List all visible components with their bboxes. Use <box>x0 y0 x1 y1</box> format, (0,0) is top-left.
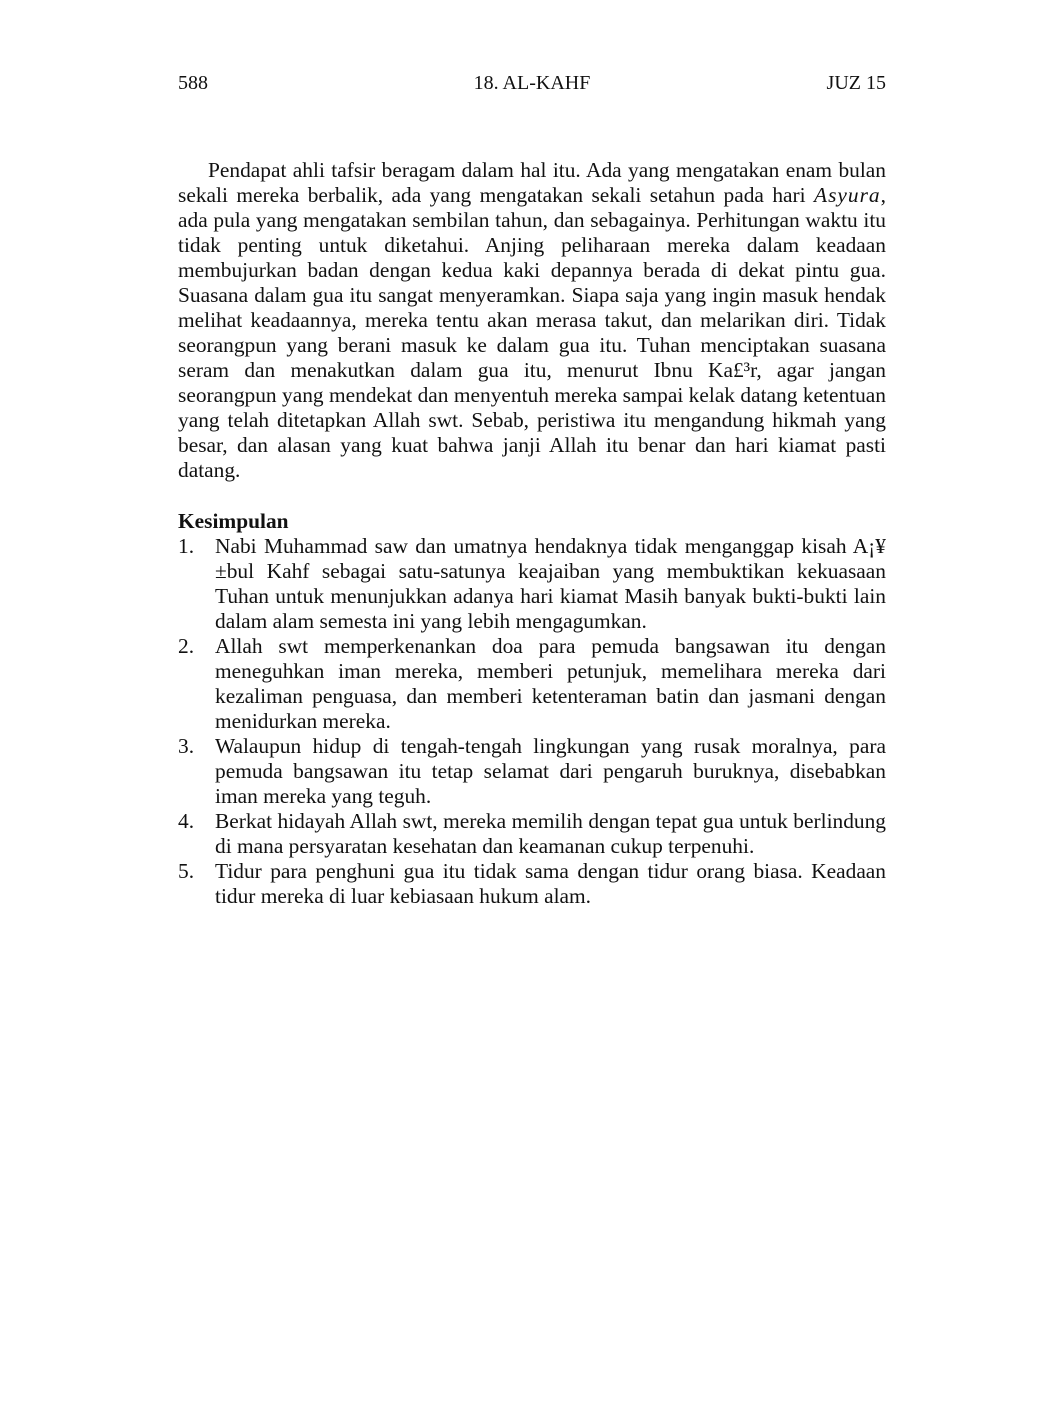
list-item <box>178 859 886 909</box>
page-header <box>178 72 886 102</box>
list-item <box>178 734 886 809</box>
paragraph-italic-term: Asyura <box>814 183 881 207</box>
page-number: 588 <box>178 72 208 94</box>
page-body <box>178 158 886 909</box>
list-item <box>178 634 886 734</box>
list-item-text: Walaupun hidup di tengah-tengah lingkungan yang rusak moralnya, para pemuda bangsawan itu tetap selamat dari pengaruh buruknya, disebabkan iman mereka yang teguh. <box>215 734 886 808</box>
list-item <box>178 809 886 859</box>
list-item-number: 4. <box>178 809 195 833</box>
list-item-text: Berkat hidayah Allah swt, mereka memilih dengan tepat gua untuk berlindung di mana persyaratan kesehatan dan keamanan cukup terpenuhi. <box>215 809 886 858</box>
list-item-text: Allah swt memperkenankan doa para pemuda bangsawan itu dengan meneguhkan iman mereka, memberi petunjuk, memelihara mereka dari kezaliman penguasa, dan memberi ketenteraman batin dan jasmani dengan menidurkan mereka. <box>215 634 886 733</box>
list-item-number: 3. <box>178 734 195 758</box>
list-item-number: 2. <box>178 634 195 658</box>
list-item-text: Nabi Muhammad saw dan umatnya hendaknya tidak menganggap kisah A¡¥±bul Kahf sebagai satu-satunya keajaiban yang membuktikan kekuasaan Tuhan untuk menunjukkan adanya hari kiamat Masih banyak bukti-bukti lain dalam alam semesta ini yang lebih mengagumkan. <box>215 534 886 633</box>
list-item-number: 5. <box>178 859 195 883</box>
paragraph-text-before: Pendapat ahli tafsir beragam dalam hal itu. Ada yang mengatakan enam bulan sekali mereka berbalik, ada yang mengatakan sekali setahun pada hari <box>178 158 886 207</box>
list-item <box>178 534 886 634</box>
list-item-number: 1. <box>178 534 195 558</box>
paragraph-text-after: , ada pula yang mengatakan sembilan tahun, dan sebagainya. Perhitungan waktu itu tidak penting untuk diketahui. Anjing peliharaan mereka dalam keadaan membujurkan badan dengan kedua kaki depannya berada di dekat pintu gua. Suasana dalam gua itu sangat menyeramkan. Siapa saja yang ingin masuk hendak melihat keadaannya, mereka tentu akan merasa takut, dan melarikan diri. Tidak seorangpun yang berani masuk ke dalam gua itu. Tuhan menciptakan suasana seram dan menakutkan dalam gua itu, menurut Ibnu Ka£³r, agar jangan seorangpun yang mendekat dan menyentuh mereka sampai kelak datang ketentuan yang telah ditetapkan Allah swt. Sebab, peristiwa itu mengandung hikmah yang besar, dan alasan yang kuat bahwa janji Allah itu benar dan hari kiamat pasti datang. <box>178 183 886 482</box>
list-item-text: Tidur para penghuni gua itu tidak sama dengan tidur orang biasa. Keadaan tidur mereka di luar kebiasaan hukum alam. <box>215 859 886 908</box>
conclusion-list <box>178 534 886 909</box>
intro-paragraph <box>178 158 886 483</box>
juz-label: JUZ 15 <box>826 72 886 94</box>
chapter-title: 18. AL-KAHF <box>473 72 591 94</box>
conclusion-heading: Kesimpulan <box>178 509 289 533</box>
